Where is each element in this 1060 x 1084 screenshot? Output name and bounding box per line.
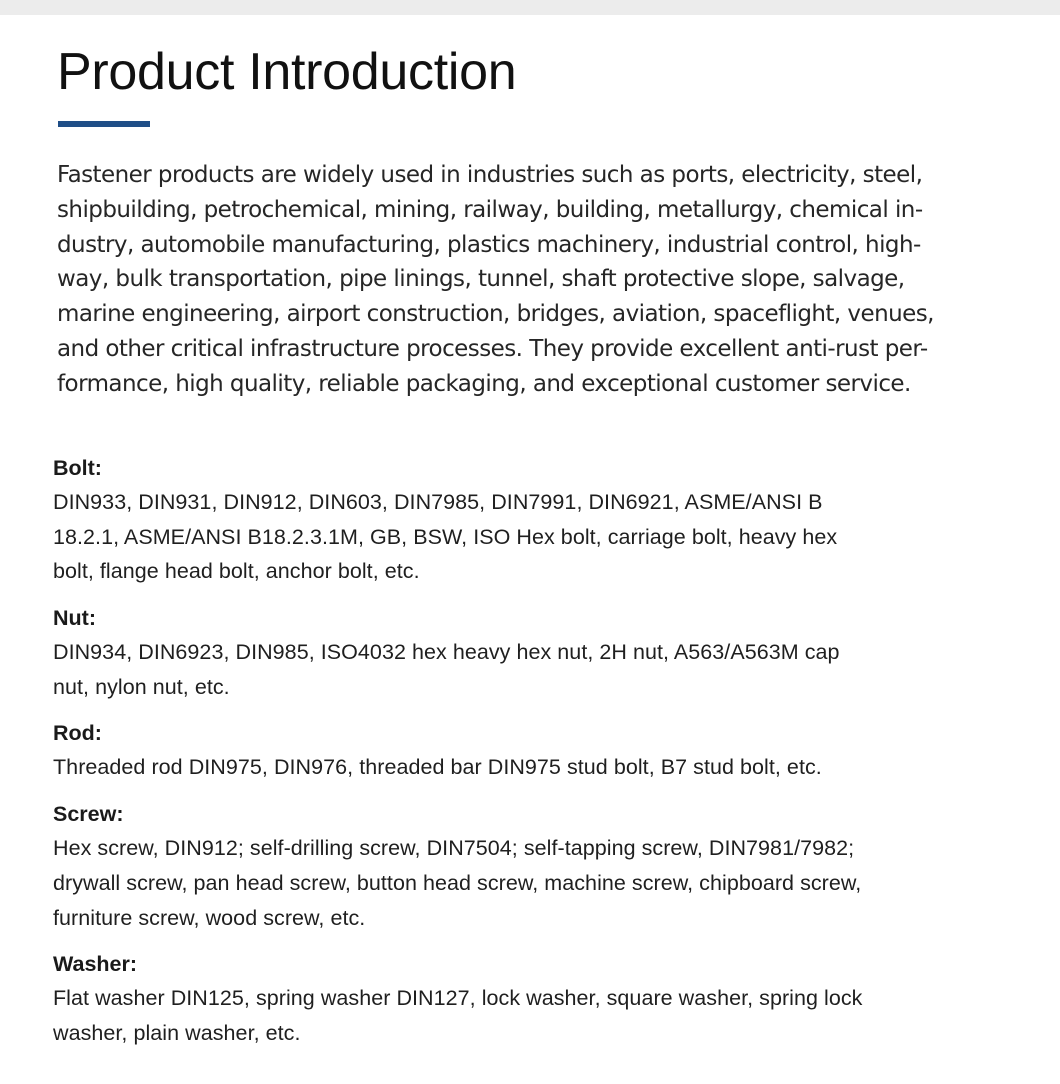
page-title: Product Introduction bbox=[57, 43, 517, 101]
category-text-line: DIN934, DIN6923, DIN985, ISO4032 hex heavy hex nut, 2H nut, A563/A563M cap bbox=[53, 640, 840, 665]
category-heading-nut: Nut: bbox=[53, 606, 96, 631]
intro-line: marine engineering, airport construction, bridges, aviation, spaceflight, venues, bbox=[57, 301, 934, 328]
intro-paragraph bbox=[57, 158, 1007, 402]
category-screw bbox=[53, 797, 1013, 935]
intro-line: shipbuilding, petrochemical, mining, railway, building, metallurgy, chemical in- bbox=[57, 196, 923, 223]
category-text-line: Threaded rod DIN975, DIN976, threaded bar DIN975 stud bolt, B7 stud bolt, etc. bbox=[53, 755, 822, 780]
category-text-line: Flat washer DIN125, spring washer DIN127, lock washer, square washer, spring lock bbox=[53, 986, 863, 1011]
category-rod bbox=[53, 716, 1013, 785]
category-text-line: Hex screw, DIN912; self-drilling screw, DIN7504; self-tapping screw, DIN7981/7982; bbox=[53, 836, 855, 861]
category-washer bbox=[53, 947, 1013, 1050]
category-bolt bbox=[53, 451, 1013, 589]
top-divider-strip bbox=[0, 0, 1060, 15]
intro-line: dustry, automobile manufacturing, plastics machinery, industrial control, high- bbox=[57, 231, 921, 258]
category-nut bbox=[53, 601, 1013, 704]
category-heading-screw: Screw: bbox=[53, 802, 124, 827]
category-text-line: drywall screw, pan head screw, button head screw, machine screw, chipboard screw, bbox=[53, 870, 862, 895]
category-text-line: nut, nylon nut, etc. bbox=[53, 674, 230, 699]
category-heading-bolt: Bolt: bbox=[53, 456, 102, 480]
category-text-line: furniture screw, wood screw, etc. bbox=[53, 905, 366, 930]
title-underline bbox=[58, 121, 150, 127]
category-text-line: 18.2.1, ASME/ANSI B18.2.3.1M, GB, BSW, ISO Hex bolt, carriage bolt, heavy hex bbox=[53, 524, 838, 549]
category-heading-washer: Washer: bbox=[53, 952, 138, 977]
intro-line: way, bulk transportation, pipe linings, tunnel, shaft protective slope, salvage, bbox=[57, 266, 905, 293]
product-categories bbox=[53, 451, 1013, 1051]
intro-line: and other critical infrastructure processes. They provide excellent anti-rust per- bbox=[57, 335, 928, 362]
category-text-line: DIN933, DIN931, DIN912, DIN603, DIN7985, DIN7991, DIN6921, ASME/ANSI B bbox=[53, 490, 823, 514]
intro-line: formance, high quality, reliable packaging, and exceptional customer service. bbox=[57, 370, 911, 397]
category-heading-rod: Rod: bbox=[53, 721, 102, 746]
category-text-line: washer, plain washer, etc. bbox=[53, 1020, 301, 1045]
intro-line: Fastener products are widely used in industries such as ports, electricity, steel, bbox=[57, 162, 923, 188]
category-text-line: bolt, flange head bolt, anchor bolt, etc. bbox=[53, 559, 420, 584]
